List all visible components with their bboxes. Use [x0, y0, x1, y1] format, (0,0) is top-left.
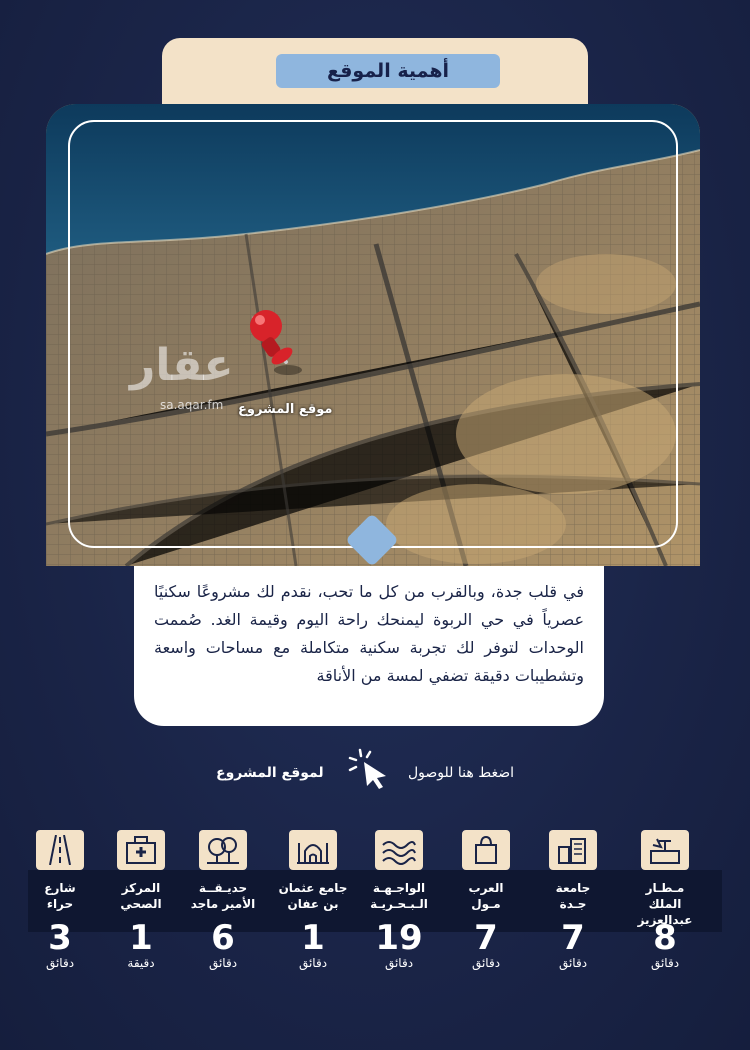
- stat-unit: دقائق: [384, 956, 414, 970]
- stat-name: جامع عثمان بن عفان: [278, 881, 348, 911]
- stat-value: 7: [561, 918, 585, 958]
- stat-item: [181, 830, 265, 970]
- stat-item: [99, 830, 183, 970]
- stat-value: 3: [48, 918, 72, 958]
- stat-unit: دقائق: [558, 956, 588, 970]
- stat-unit: دقائق: [471, 956, 501, 970]
- stat-name: جامعة جـدة: [555, 881, 591, 911]
- stat-value: 6: [211, 918, 235, 958]
- stat-item: [623, 830, 707, 970]
- mosque-icon: [289, 830, 337, 870]
- description-text: في قلب جدة، وبالقرب من كل ما تحب، نقدم لك مشروعًا سكنيًا عصرياً في حي الربوة ليمنحك راحة اليوم وقيمة الغد. صُممت الوحدات لتوفر لك تجربة سكنية متكاملة مع مساحات واسعة وتشطيبات دقيقة تضفي لمسة من الأناقة: [154, 582, 584, 685]
- page-title: أهمية الموقع: [276, 54, 500, 88]
- stat-name: شارع حراء: [44, 881, 76, 911]
- hospital-icon: [117, 830, 165, 870]
- stat-unit: دقائق: [208, 956, 238, 970]
- map-frame: [68, 120, 678, 548]
- park-icon: [199, 830, 247, 870]
- project-location-link[interactable]: لموقع المشروع: [216, 765, 324, 781]
- shopping-bag-icon: [462, 830, 510, 870]
- waves-icon: [375, 830, 423, 870]
- watermark-logo: عقار: [130, 340, 234, 391]
- cta-text: اضغط هنا للوصول: [408, 765, 515, 781]
- stat-unit: دقيقة: [127, 956, 155, 970]
- watermark-url: sa.aqar.fm: [160, 398, 224, 412]
- stat-value: 1: [301, 918, 325, 958]
- stat-name: الواجـهـة الـبـحـريـة: [370, 881, 428, 911]
- stat-name: العرب مـول: [468, 881, 504, 911]
- stat-item: [444, 830, 528, 970]
- description-card: [134, 566, 604, 726]
- stat-item: [531, 830, 615, 970]
- stat-value: 7: [474, 918, 498, 958]
- stat-item: [18, 830, 102, 970]
- airport-icon: [641, 830, 689, 870]
- project-location-label: موقع المشروع: [238, 402, 333, 417]
- stat-value: 1: [129, 918, 153, 958]
- stat-unit: دقائق: [45, 956, 75, 970]
- road-icon: [36, 830, 84, 870]
- stat-item: [271, 830, 355, 970]
- stat-item: [357, 830, 441, 970]
- stat-name: حديـقــة الأمير ماجد: [190, 881, 256, 911]
- stat-unit: دقائق: [298, 956, 328, 970]
- stat-name: المركز الصحي: [120, 881, 162, 911]
- university-icon: [549, 830, 597, 870]
- stat-value: 8: [653, 918, 677, 958]
- stat-unit: دقائق: [650, 956, 680, 970]
- stat-name: مـطـار الملك عبدالعزيز: [637, 881, 693, 927]
- click-pointer-icon[interactable]: [346, 746, 392, 790]
- stat-value: 19: [375, 918, 423, 958]
